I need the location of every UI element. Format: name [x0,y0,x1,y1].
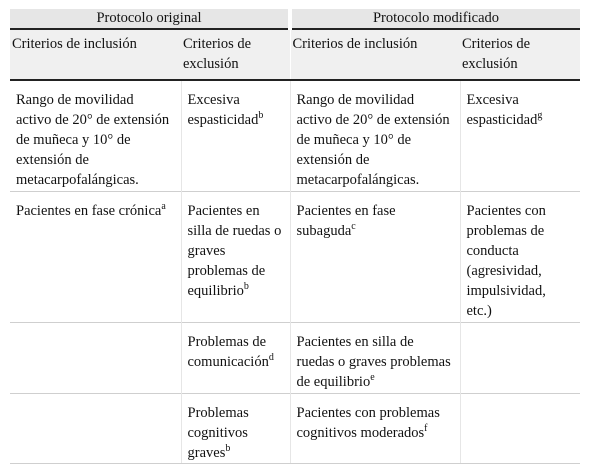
table-row [10,322,580,393]
column-header-inclusion-original: Criterios de inclusión [10,29,181,80]
table-cell: Pacientes en fase crónica$^a$ [10,191,181,322]
column-header-row [10,29,580,80]
table-cell [10,393,181,463]
table-cell: Excesiva espasticidad$^g$ [460,80,580,191]
criteria-table [10,9,580,464]
table-cell [460,322,580,393]
group-header-row [10,9,580,29]
table-cell [460,393,580,463]
table-cell: Rango de movilidad activo de 20° de extensión de muñeca y 10° de extensión de metacarpofalángicas. [290,80,460,191]
group-header-modified: Protocolo modificado [290,9,580,29]
column-header-exclusion-modified: Criterios de exclusión [460,29,580,80]
table-row [10,191,580,322]
table-cell: Excesiva espasticidad$^b$ [181,80,290,191]
table-cell [10,322,181,393]
table-cell: Problemas de comunicación$^d$ [181,322,290,393]
column-header-exclusion-original: Criterios de exclusión [181,29,290,80]
group-header-original: Protocolo original [10,9,290,29]
table-cell: Problemas cognitivos graves$^b$ [181,393,290,463]
table-cell: Pacientes en silla de ruedas o graves problemas de equilibrio$^b$ [181,191,290,322]
table-cell: Rango de movilidad activo de 20° de extensión de muñeca y 10° de extensión de metacarpofalángicas. [10,80,181,191]
table-cell: Pacientes en silla de ruedas o graves problemas de equilibrio$^e$ [290,322,460,393]
table-row [10,393,580,463]
table-cell: Pacientes con problemas de conducta (agresividad, impulsividad, etc.) [460,191,580,322]
table-row [10,80,580,191]
table-cell: Pacientes en fase subaguda$^c$ [290,191,460,322]
table-cell: Pacientes con problemas cognitivos moderados$^f$ [290,393,460,463]
column-header-inclusion-modified: Criterios de inclusión [290,29,460,80]
